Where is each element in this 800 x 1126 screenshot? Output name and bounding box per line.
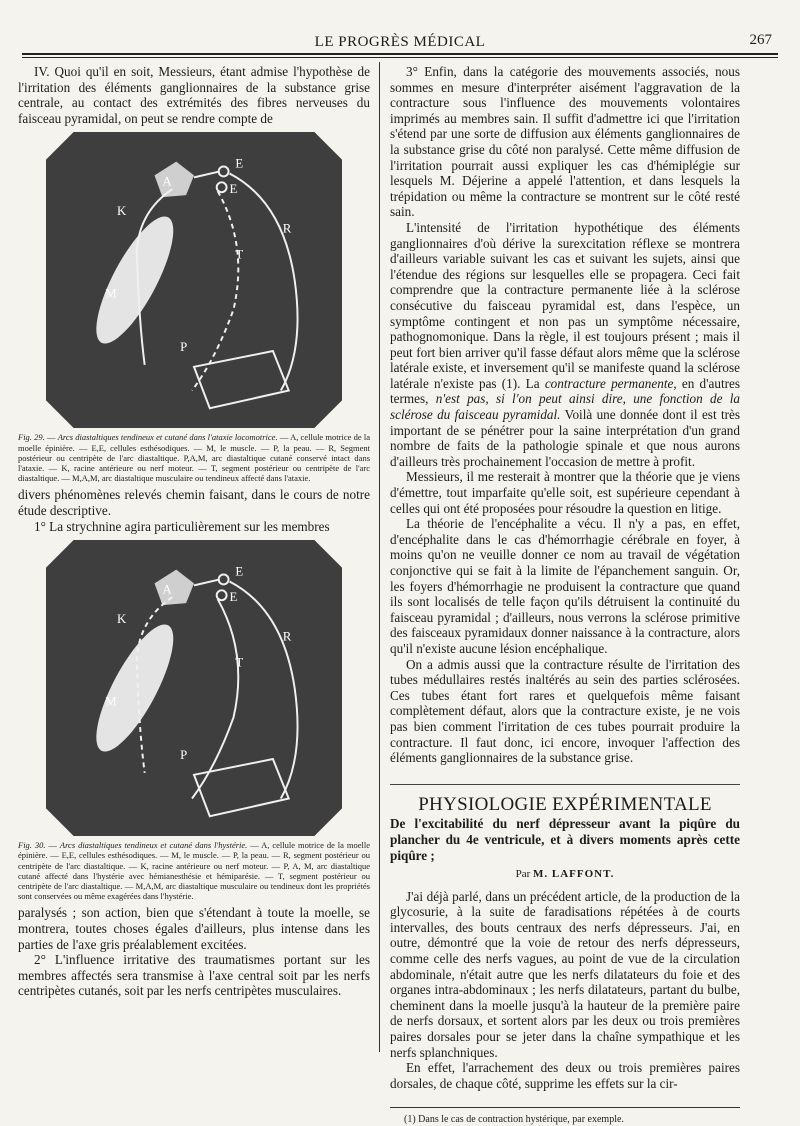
figure-29-label-k: K [117, 204, 127, 219]
figure-29-caption-body: — A, cellule motrice de la moelle épinière. — E,E, cellules esthésodiques. — M, le muscle. — P, la peau. — R, Segment postérieur ou centripète de l'arc diastaltique. P,A,M, arc diastaltique cutané conservé intact dans l'ataxie. — K, racine antérieure ou nerf moteur. — T, segment postérieur ou centripète de l'arc diastaltique. — M,A,M, arc diastaltique musculaire ou tendineux affecté dans l'ataxie. [18, 432, 370, 484]
figure-30-caption-body: — A, cellule motrice de la moelle épinière. — E,E, cellules esthésodiques. — M, le muscle. — P, la peau. — R, segment postérieur ou centripète de l'arc diastaltique. — K, racine antérieure ou nerf moteur. — P, A, M, arc diastaltique cutané affecté dans l'hystérie avec hémianesthésie et hémiparésie. — T, segment postérieur ou centripète de l'arc diastaltique. — M,A,M, arc diastaltique musculaire ou tendineux dont les propriétés sont conservées ou même exagérées dans l'hystérie. [18, 840, 371, 902]
paragraph-theorie: La théorie de l'encéphalite a vécu. Il n'y a pas, en effet, d'encéphalite dans le cas d'hémorrhagie cérébrale en foyer, à moins qu'on ne veuille donner ce nom au travail de végétation conjonctive qui se fait à la limite de l'épanchement sanguin. Or, les foyers d'hémorrhagie ne produisent la contracture que quand ils sont localisés de telle façon qu'ils détruisent la continuité du faisceau pyramidal ; d'ailleurs, nous verrons la sclérose primitive des faisceaux pyramidaux donner naissance à la contracture, alors qu'il n'existe aucune lésion encéphalique. [390, 516, 740, 656]
figure-30-label-t: T [235, 655, 244, 670]
figure-29-label-e2: E [229, 182, 238, 197]
figure-30 [46, 540, 342, 836]
page-number: 267 [749, 32, 772, 48]
left-column [18, 64, 370, 999]
figure-30-caption-title: Arcs diastaltiques tendineux et cutané dans l'hystérie. [59, 840, 248, 851]
figure-30-label-e2: E [229, 590, 238, 605]
paragraph-intensite-emphasis-1: contracture permanente [544, 375, 674, 391]
paragraph-3: 3° Enfin, dans la catégorie des mouvements associés, nous sommes en mesure d'interpréter aisément l'aggravation de la contracture sous l'influence des mouvements volontaires imprimés au membres sain. Il suffit d'admettre ici que l'irritation s'étend par une sorte de diffusion aux éléments ganglionnaires de la substance grise du côté non paralysé. Cette même diffusion de l'irritation pourrait aussi expliquer les cas d'hémiplégie sur lesquels M. Déjerine a appelé l'attention, et dans lesquels la trépidation ou même la contracture se montrent sur le côté resté sain. [390, 64, 740, 220]
paragraph-1: 1° La strychnine agira particulièrement sur les membres [34, 518, 330, 534]
figure-30-illustration [46, 540, 342, 836]
paragraph-admis: On a admis aussi que la contracture résulte de l'irritation des tubes médullaires restés inaltérés au sein des parties sclérosées. Ces tubes étant fort rares et quelquefois même faisant complètement défaut, alors que la contracture existe, je ne vois pas bien comment l'irritation de ces tubes pourrait produire la contracture. Il faut donc, ici encore, invoquer l'affection des éléments ganglionnaires de la substance grise. [390, 656, 740, 766]
figure-30-label-k: K [117, 612, 127, 627]
section-title: PHYSIOLOGIE EXPÉRIMENTALE [390, 784, 740, 813]
figure-30-label-r: R [282, 629, 292, 644]
figure-29 [46, 132, 342, 428]
header-rule [22, 53, 778, 58]
figure-30-label-m: M [105, 694, 117, 709]
running-title: LE PROGRÈS MÉDICAL [314, 34, 486, 50]
figure-29-label-t: T [235, 247, 244, 262]
paragraph-intensite [390, 220, 740, 470]
paragraph-iv: IV. Quoi qu'il en soit, Messieurs, étant admise l'hypothèse de l'irritation des éléments ganglionnaires de la substance grise centrale, au contact des extrémités des fibres nerveuses du faisceau pyramidal, on peut se rendre compte de [18, 64, 370, 126]
figure-29-caption: Fig. 29. — Arcs diastaltiques tendineux et cutané dans l'ataxie locomotrice. — A, cellule motrice de la moelle épinière. — E,E, cellules esthésodiques. — M, le muscle. — P, la peau. — R, Segment postérieur ou centripète de l'arc diastaltique. P,A,M, arc diastaltique cutané conservé intact dans l'ataxie. — K, racine antérieure ou nerf moteur. — T, segment postérieur ou centripète de l'arc diastaltique. — M,A,M, arc diastaltique musculaire ou tendineux affecté dans l'ataxie. [18, 432, 370, 484]
paragraph-intensite-emphasis-2: n'est pas, si l'on peut ainsi dire, une fonction de la sclérose du faisceau pyramidal. [390, 391, 741, 423]
paragraph-intensite-part-2: , en d'autres termes, [390, 375, 741, 407]
figure-29-caption-label: Fig. 29. [18, 432, 45, 443]
figure-29-label-m: M [105, 287, 117, 302]
paragraph-effet: En effet, l'arrachement des deux ou trois premières paires dorsales, de chaque côté, supprime les effets sur la cir- [390, 1060, 740, 1091]
figure-29-label-e1: E [235, 156, 244, 171]
figure-30-label-p: P [180, 748, 188, 763]
byline [390, 867, 740, 883]
figure-29-label-p: P [180, 340, 188, 355]
figure-29-caption-title: Arcs diastaltiques tendineux et cutané dans l'ataxie locomotrice. [57, 432, 278, 443]
paragraph-intensite-part-1: L'intensité de l'irritation hypothétique des éléments ganglionnaires d'où dérive la surexcitation réflexe se montrera d'ailleurs variable suivant les cas et suivant les sujets, ainsi que l'étendue des régions sur lesquelles elle se propagera. Ceci fait comprendre que la contracture permanente liée à la sclérose consécutive du faisceau pyramidal est, dans l'espèce, un symptôme contingent et non pas un symptôme nécessaire, pathognomonique. Dans la règle, il est toujours présent ; mais il peut fort bien arriver qu'il fasse défaut alors même que la sclérose latérale existe, et inversement qu'il se manifeste quand la sclérose latérale n'existe pas (1). La [390, 219, 740, 391]
paragraph-paralyses: paralysés ; son action, bien que s'étendant à toute la moelle, se montrera, toutes choses égales d'ailleurs, plus intense dans les parties de l'axe gris préalablement excitées. [18, 905, 370, 952]
paragraph-intensite-part-3: Voilà une donnée dont il est très important de se pénétrer pour la saine interprétation d'un grand nombre de faits de la pathologie spinale et que nous aurons d'ailleurs très prochainement l'occasion de mettre à profit. [390, 407, 741, 469]
paragraph-divers: divers phénomènes relevés chemin faisant, dans le cours de notre étude descriptive. [18, 487, 370, 518]
byline-author: M. LAFFONT. [533, 868, 615, 881]
figure-29-label-a: A [162, 174, 172, 189]
byline-prefix: Par [515, 868, 531, 881]
paragraph-deja: J'ai déjà parlé, dans un précédent article, de la production de la glycosurie, à la suite de faradisations répétées à de courts intervalles, des bouts centraux des nerfs dépresseurs. J'ai, en outre, démontré que la voie de retour des nerfs dépresseurs, comme celle des nerfs vagues, au point de vue de la circulation abdominale, n'était autre que les nerfs dilatateurs du foie et des organes intra-abdominaux ; les nerfs dilatateurs, partant du bulbe, cheminent dans la moelle jusqu'à la hauteur de la première paire de nerfs dorsaux, et sortent alors par les deux ou trois premières paires dorsales pour se jeter dans la chaîne sympathique et les nerfs splanchniques. [390, 888, 740, 1060]
figure-30-label-a: A [162, 582, 172, 597]
figure-30-label-e1: E [235, 564, 244, 579]
right-column [390, 64, 740, 1126]
article-title: De l'excitabilité du nerf dépresseur avant la piqûre du plancher du 4e ventricule, et à divers moments après cette piqûre ; [390, 816, 740, 863]
footnote: (1) Dans le cas de contraction hystérique, par exemple. [404, 1114, 624, 1126]
figure-30-caption: Fig. 30. — Arcs diastaltiques tendineux et cutané dans l'hystérie. — A, cellule motrice de la moelle épinière. — E,E, cellules esthésodiques. — M, le muscle. — P, la peau. — R, segment postérieur ou centripète de l'arc diastaltique. — K, racine antérieure ou nerf moteur. — P, A, M, arc diastaltique cutané affecté dans l'hystérie avec hémianesthésie et hémiparésie. — T, segment postérieur ou centripète de l'arc diastaltique. — M,A,M, arc diastaltique musculaire ou tendineux dont les propriétés sont conservées ou même exagérées dans l'hystérie. [18, 840, 371, 902]
figure-30-caption-label: Fig. 30. [18, 840, 46, 851]
figure-29-label-r: R [282, 222, 292, 237]
footnote-rule [390, 1107, 740, 1108]
paragraph-messieurs: Messieurs, il me resterait à montrer que la théorie que je viens d'émettre, tout imparfaite qu'elle soit, est supérieure cependant à celles qui ont été proposées pour résoudre la question en litige. [390, 469, 740, 516]
column-divider [379, 62, 380, 1052]
figure-29-illustration [46, 132, 342, 428]
paragraph-2: 2° L'influence irritative des traumatismes portant sur les membres affectés sera transmise à l'axe central soit par les nerfs centripètes cutanés, soit par les nerfs centripètes musculaires. [18, 952, 370, 999]
